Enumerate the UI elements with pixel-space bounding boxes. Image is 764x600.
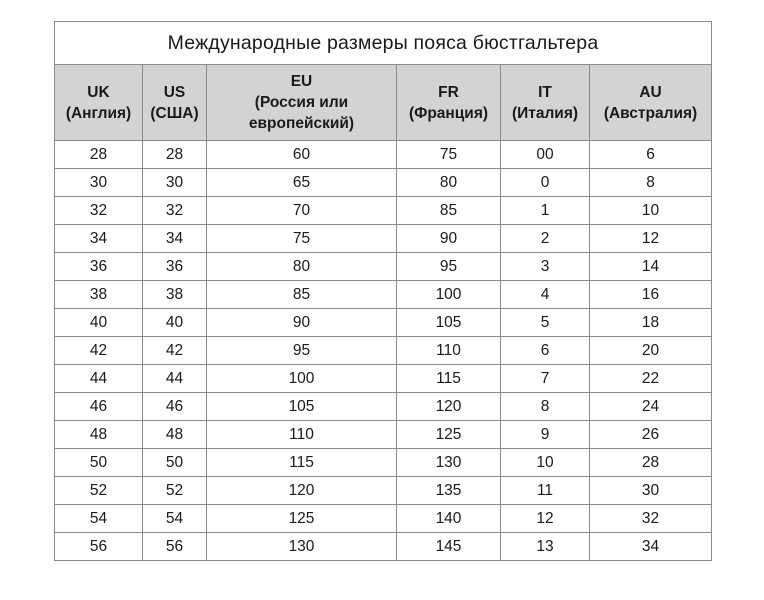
table-cell-au: 14: [590, 253, 712, 281]
table-body: [55, 141, 712, 561]
column-header-fr: [397, 65, 501, 141]
column-header-line: US: [163, 83, 186, 101]
table-cell-uk: 48: [55, 421, 143, 449]
table-cell-uk: 42: [55, 337, 143, 365]
table-cell-au: 30: [590, 477, 712, 505]
table-cell-au: 16: [590, 281, 712, 309]
table-cell-fr: 80: [397, 169, 501, 197]
column-header-line: AU: [639, 83, 662, 101]
table-row: [55, 141, 712, 169]
table-cell-au: 6: [590, 141, 712, 169]
table-cell-eu: 70: [207, 197, 397, 225]
title-row: [55, 22, 712, 65]
table-cell-uk: 32: [55, 197, 143, 225]
table-cell-us: 52: [143, 477, 207, 505]
column-header-us: [143, 65, 207, 141]
table-cell-fr: 100: [397, 281, 501, 309]
table-cell-fr: 90: [397, 225, 501, 253]
table-cell-us: 50: [143, 449, 207, 477]
column-header-line: UK: [87, 83, 110, 101]
table-cell-it: 11: [501, 477, 590, 505]
table-cell-eu: 65: [207, 169, 397, 197]
table-row: [55, 365, 712, 393]
table-row: [55, 197, 712, 225]
table-cell-uk: 36: [55, 253, 143, 281]
table-cell-it: 2: [501, 225, 590, 253]
column-header-line: IT: [538, 83, 552, 101]
table-cell-au: 18: [590, 309, 712, 337]
column-header-line: (Италия): [511, 104, 579, 122]
table-cell-it: 6: [501, 337, 590, 365]
column-header-uk: [55, 65, 143, 141]
table-cell-it: 8: [501, 393, 590, 421]
table-cell-au: 34: [590, 533, 712, 561]
table-row: [55, 309, 712, 337]
table-cell-uk: 28: [55, 141, 143, 169]
table-cell-fr: 105: [397, 309, 501, 337]
table-cell-au: 20: [590, 337, 712, 365]
table-cell-au: 28: [590, 449, 712, 477]
table-cell-us: 32: [143, 197, 207, 225]
table-cell-it: 12: [501, 505, 590, 533]
table-cell-eu: 100: [207, 365, 397, 393]
table-cell-fr: 110: [397, 337, 501, 365]
table-cell-au: 10: [590, 197, 712, 225]
table-cell-us: 30: [143, 169, 207, 197]
table-row: [55, 393, 712, 421]
table-cell-au: 32: [590, 505, 712, 533]
table-row: [55, 337, 712, 365]
table-cell-it: 13: [501, 533, 590, 561]
column-header-line: (Франция): [408, 104, 489, 122]
column-header-line: FR: [438, 83, 459, 101]
table-cell-it: 10: [501, 449, 590, 477]
table-cell-uk: 52: [55, 477, 143, 505]
header-row: [55, 65, 712, 141]
table-cell-us: 28: [143, 141, 207, 169]
table-cell-fr: 75: [397, 141, 501, 169]
table-cell-it: 0: [501, 169, 590, 197]
table-cell-us: 40: [143, 309, 207, 337]
table-cell-uk: 56: [55, 533, 143, 561]
table-cell-it: 4: [501, 281, 590, 309]
table-cell-eu: 60: [207, 141, 397, 169]
table-cell-uk: 34: [55, 225, 143, 253]
column-header-it: [501, 65, 590, 141]
table-title: Международные размеры пояса бюстгальтера: [55, 22, 712, 65]
column-header-line: (Англия): [65, 104, 132, 122]
column-header-eu: [207, 65, 397, 141]
column-header-line: (Австралия): [603, 104, 698, 122]
table-cell-us: 34: [143, 225, 207, 253]
table-row: [55, 253, 712, 281]
column-header-line: (США): [150, 104, 199, 122]
table-cell-fr: 130: [397, 449, 501, 477]
table-cell-fr: 140: [397, 505, 501, 533]
table-cell-us: 44: [143, 365, 207, 393]
table-cell-it: 3: [501, 253, 590, 281]
table-cell-uk: 46: [55, 393, 143, 421]
table-row: [55, 421, 712, 449]
table-cell-fr: 125: [397, 421, 501, 449]
table-cell-eu: 115: [207, 449, 397, 477]
table-cell-uk: 40: [55, 309, 143, 337]
column-header-line: европейский): [248, 115, 355, 132]
table-cell-fr: 95: [397, 253, 501, 281]
table-row: [55, 169, 712, 197]
table-cell-fr: 85: [397, 197, 501, 225]
table-cell-it: 1: [501, 197, 590, 225]
table-cell-us: 54: [143, 505, 207, 533]
table-cell-fr: 135: [397, 477, 501, 505]
table-cell-fr: 115: [397, 365, 501, 393]
column-header-line: EU: [290, 73, 313, 90]
table-row: [55, 505, 712, 533]
table-cell-us: 38: [143, 281, 207, 309]
column-header-au: [590, 65, 712, 141]
table-row: [55, 533, 712, 561]
bra-band-size-table: [54, 21, 712, 561]
table-row: [55, 477, 712, 505]
table-cell-eu: 80: [207, 253, 397, 281]
table-cell-au: 22: [590, 365, 712, 393]
table-cell-uk: 44: [55, 365, 143, 393]
table-cell-it: 5: [501, 309, 590, 337]
table-cell-au: 8: [590, 169, 712, 197]
table-cell-eu: 75: [207, 225, 397, 253]
table-cell-uk: 54: [55, 505, 143, 533]
table-cell-eu: 85: [207, 281, 397, 309]
table-cell-us: 46: [143, 393, 207, 421]
table-cell-eu: 125: [207, 505, 397, 533]
table-cell-eu: 95: [207, 337, 397, 365]
table-cell-au: 26: [590, 421, 712, 449]
table-cell-us: 36: [143, 253, 207, 281]
table-cell-eu: 105: [207, 393, 397, 421]
table-cell-us: 48: [143, 421, 207, 449]
table-cell-it: 9: [501, 421, 590, 449]
table-cell-eu: 120: [207, 477, 397, 505]
table-cell-uk: 50: [55, 449, 143, 477]
table-cell-au: 24: [590, 393, 712, 421]
table-row: [55, 449, 712, 477]
table-cell-eu: 130: [207, 533, 397, 561]
table-cell-it: 7: [501, 365, 590, 393]
table-cell-it: 00: [501, 141, 590, 169]
column-header-line: (Россия или: [254, 94, 349, 111]
table-cell-us: 56: [143, 533, 207, 561]
table-row: [55, 281, 712, 309]
table-cell-fr: 120: [397, 393, 501, 421]
table-cell-us: 42: [143, 337, 207, 365]
table-cell-uk: 38: [55, 281, 143, 309]
table-cell-eu: 110: [207, 421, 397, 449]
table-cell-au: 12: [590, 225, 712, 253]
table-row: [55, 225, 712, 253]
table-cell-eu: 90: [207, 309, 397, 337]
table-cell-uk: 30: [55, 169, 143, 197]
table-cell-fr: 145: [397, 533, 501, 561]
